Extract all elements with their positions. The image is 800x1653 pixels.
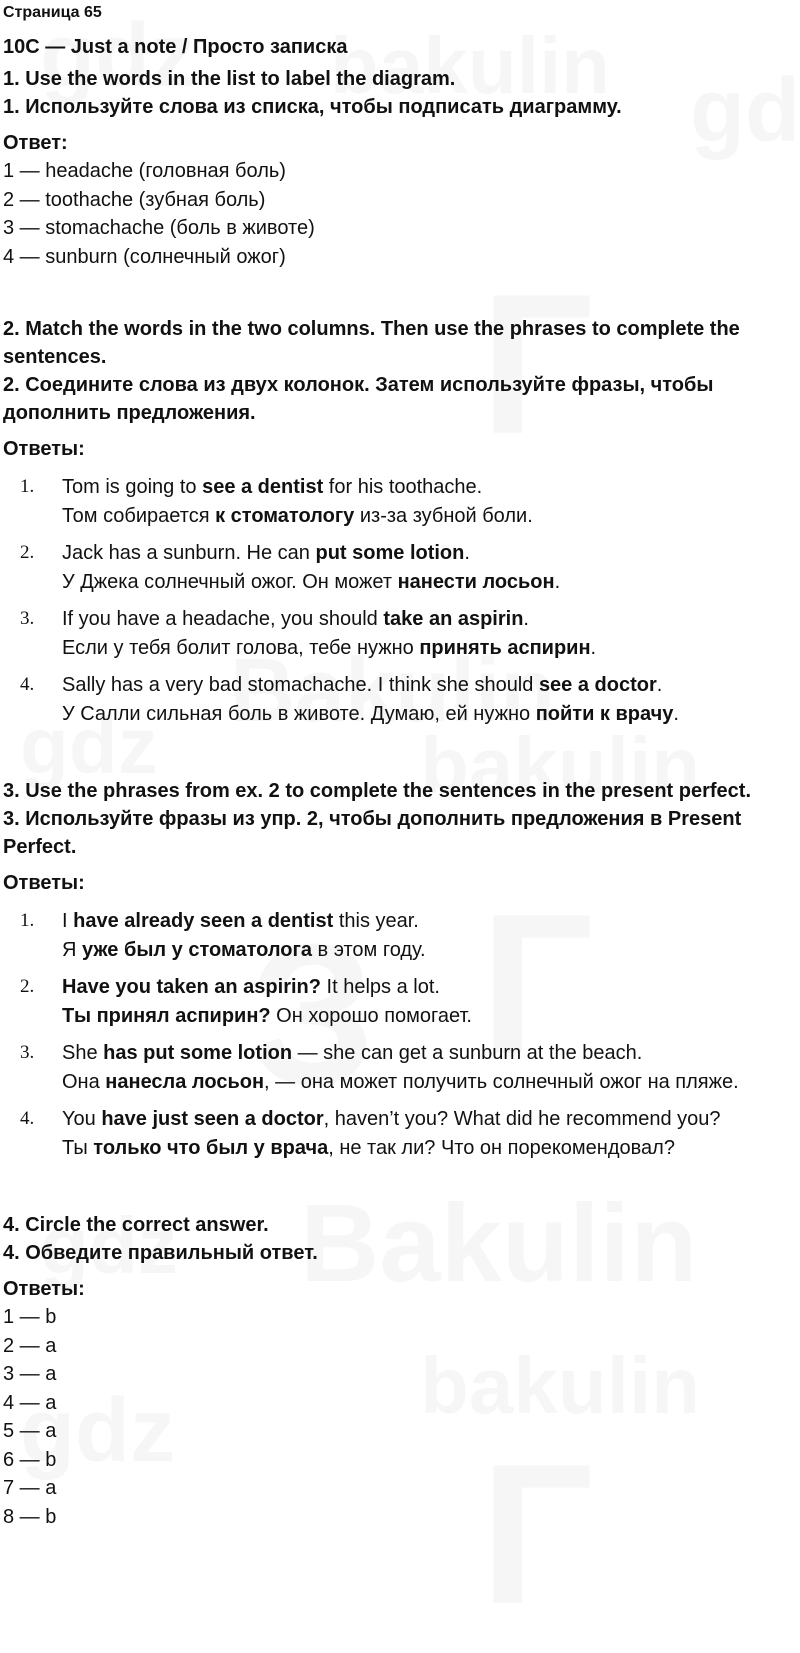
sentence-ru: У Джека солнечный ожог. Он может нанести лосьон. — [62, 570, 561, 593]
answer-line: 7 — a — [3, 1477, 57, 1499]
section-title: 10C — Just a note / Просто записка — [3, 36, 348, 58]
answer-label: Ответы: — [3, 872, 85, 894]
key-phrase: к стоматологу — [215, 504, 355, 527]
list-item — [3, 973, 800, 1030]
sentence-en: She has put some lotion — she can get a sunburn at the beach. — [62, 1042, 643, 1064]
sentence-en: I have already seen a dentist this year. — [62, 910, 419, 932]
task-1 — [3, 65, 800, 271]
sentence-ru: Ты только что был у врача, не так ли? Что он порекомендовал? — [62, 1136, 675, 1159]
key-phrase: have just seen a doctor — [101, 1108, 324, 1130]
item-number: 2. — [20, 542, 35, 563]
sentence-ru: Ты принял аспирин? Он хорошо помогает. — [62, 1004, 472, 1027]
item-number: 1. — [20, 476, 35, 497]
task-title-en: 1. Use the words in the list to label the diagram. — [3, 68, 456, 90]
sentence-ru: Если у тебя болит голова, тебе нужно принять аспирин. — [62, 636, 597, 659]
answer-label: Ответ: — [3, 132, 68, 154]
answer-line: 2 — toothache (зубная боль) — [3, 188, 266, 211]
item-number: 3. — [20, 1042, 35, 1063]
item-number: 1. — [20, 910, 35, 931]
sentence-ru: Она нанесла лосьон, — она может получить солнечный ожог на пляже. — [62, 1070, 739, 1093]
key-phrase: Have you taken an aspirin? — [62, 976, 321, 998]
sentence-ru: Том собирается к стоматологу из-за зубной боли. — [62, 504, 533, 527]
key-phrase: put some lotion — [315, 542, 465, 564]
sentence-en: You have just seen a doctor, haven’t you? What did he recommend you? — [62, 1108, 721, 1130]
list-item — [3, 1105, 800, 1162]
list-item — [3, 605, 800, 662]
answer-line: 3 — a — [3, 1363, 57, 1385]
spacer — [3, 271, 800, 315]
task-title-en: 4. Circle the correct answer. — [3, 1214, 269, 1236]
answer-line: 4 — sunburn (солнечный ожог) — [3, 245, 286, 268]
task-title-ru: 2. Соедините слова из двух колонок. Затем используйте фразы, чтобы дополнить предложения. — [3, 374, 714, 424]
list-item — [3, 539, 800, 596]
sentence-en: Jack has a sunburn. He can put some lotion. — [62, 542, 470, 564]
answer-label: Ответы: — [3, 438, 85, 460]
key-phrase: has put some lotion — [103, 1042, 293, 1064]
key-phrase: нанести лосьон — [397, 570, 555, 593]
answer-line: 3 — stomachache (боль в животе) — [3, 217, 315, 239]
task-4 — [3, 1211, 800, 1531]
sentence-en: Sally has a very bad stomachache. I think she should see a doctor. — [62, 674, 663, 696]
answer-line: 2 — a — [3, 1334, 57, 1357]
task-3 — [3, 777, 800, 1162]
list-item — [3, 473, 800, 530]
sentence-ru: Я уже был у стоматолога в этом году. — [62, 938, 426, 961]
key-phrase: только что был у врача — [93, 1136, 329, 1159]
task-title-ru: 3. Используйте фразы из упр. 2, чтобы дополнить предложения в Present Perfect. — [3, 808, 742, 858]
key-phrase: пойти к врачу — [535, 702, 674, 725]
answer-line: 6 — b — [3, 1448, 57, 1471]
answer-line: 4 — a — [3, 1391, 57, 1414]
item-number: 4. — [20, 674, 35, 695]
list-item — [3, 671, 800, 728]
task-title-ru: 1. Используйте слова из списка, чтобы подписать диаграмму. — [3, 96, 622, 118]
list-item — [3, 1039, 800, 1096]
answer-line: 1 — b — [3, 1306, 57, 1328]
key-phrase: see a dentist — [202, 476, 324, 498]
sentence-en: Tom is going to see a dentist for his toothache. — [62, 476, 483, 498]
key-phrase: Ты принял аспирин? — [62, 1004, 271, 1027]
task-title-en: 2. Match the words in the two columns. Then use the phrases to complete the sentences. — [3, 318, 740, 368]
sentence-en: If you have a headache, you should take an aspirin. — [62, 608, 529, 630]
sentence-ru: У Салли сильная боль в животе. Думаю, ей нужно пойти к врачу. — [62, 702, 679, 725]
task-title-en: 3. Use the phrases from ex. 2 to complete the sentences in the present perfect. — [3, 780, 752, 802]
answer-line: 5 — a — [3, 1420, 57, 1442]
answer-line: 8 — b — [3, 1505, 57, 1528]
item-number: 2. — [20, 976, 35, 997]
answer-line: 1 — headache (головная боль) — [3, 160, 286, 182]
spacer — [3, 737, 800, 777]
task-2 — [3, 315, 800, 728]
key-phrase: see a doctor — [538, 674, 657, 696]
key-phrase: take an aspirin — [383, 608, 524, 630]
answer-list — [3, 907, 800, 1162]
task-title-ru: 4. Обведите правильный ответ. — [3, 1242, 318, 1264]
item-number: 4. — [20, 1108, 35, 1129]
spacer — [3, 1171, 800, 1211]
list-item — [3, 907, 800, 964]
item-number: 3. — [20, 608, 35, 629]
answer-list — [3, 473, 800, 728]
sentence-en: Have you taken an aspirin? It helps a lot. — [62, 976, 440, 998]
key-phrase: нанесла лосьон — [105, 1070, 265, 1093]
key-phrase: принять аспирин — [419, 636, 591, 659]
key-phrase: have already seen a dentist — [73, 910, 334, 932]
page-label: Страница 65 — [3, 4, 102, 21]
answer-label: Ответы: — [3, 1278, 85, 1300]
key-phrase: уже был у стоматолога — [82, 938, 312, 961]
